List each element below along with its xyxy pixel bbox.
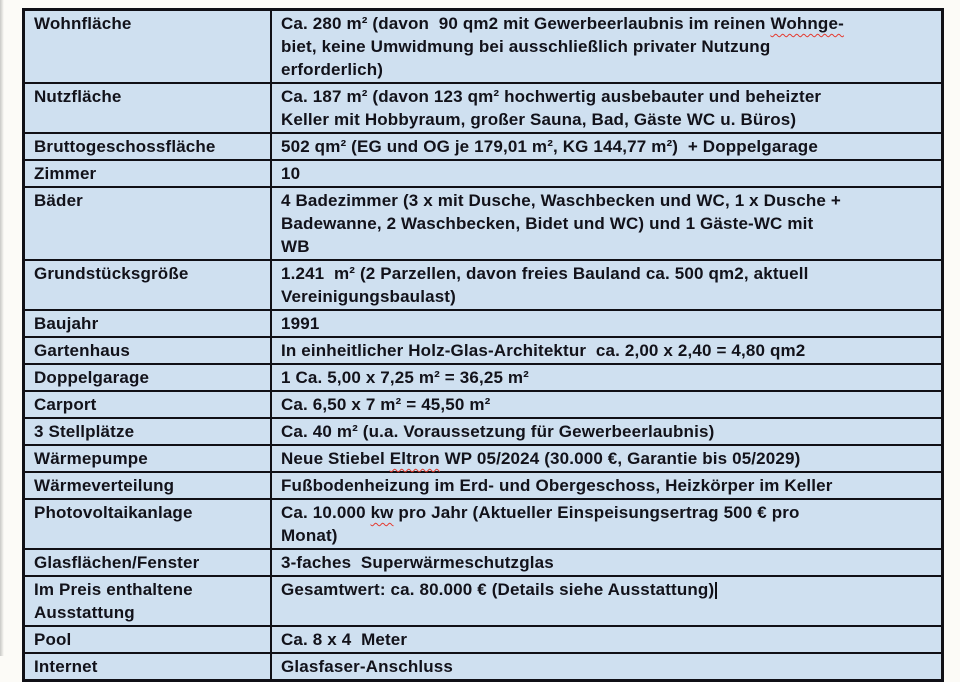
row-value[interactable]: 10 bbox=[271, 160, 943, 187]
row-value[interactable]: 3-faches Superwärmeschutzglas bbox=[271, 549, 943, 576]
row-value[interactable]: Ca. 187 m² (davon 123 qm² hochwertig ausbebauter und beheizter Keller mit Hobbyraum, großer Sauna, Bad, Gäste WC u. Büros) bbox=[271, 83, 943, 133]
row-value[interactable]: 4 Badezimmer (3 x mit Dusche, Waschbecken und WC, 1 x Dusche + Badewanne, 2 Waschbecken, Bidet und WC) und 1 Gäste-WC mit WB bbox=[271, 187, 943, 260]
table-row bbox=[24, 626, 943, 653]
row-label[interactable]: Zimmer bbox=[24, 160, 272, 187]
row-label[interactable]: Glasflächen/Fenster bbox=[24, 549, 272, 576]
table-row bbox=[24, 445, 943, 472]
table-row bbox=[24, 653, 943, 681]
table-row bbox=[24, 160, 943, 187]
table-row bbox=[24, 364, 943, 391]
row-value[interactable]: Neue Stiebel Eltron WP 05/2024 (30.000 €, Garantie bis 05/2029) bbox=[271, 445, 943, 472]
row-value[interactable]: Ca. 280 m² (davon 90 qm2 mit Gewerbeerlaubnis im reinen Wohnge- biet, keine Umwidmung bei ausschließlich privater Nutzung erforderlich) bbox=[271, 10, 943, 84]
row-label[interactable]: Pool bbox=[24, 626, 272, 653]
table-row bbox=[24, 472, 943, 499]
row-label[interactable]: Wärmeverteilung bbox=[24, 472, 272, 499]
row-value[interactable]: 1991 bbox=[271, 310, 943, 337]
row-label[interactable]: Gartenhaus bbox=[24, 337, 272, 364]
row-label[interactable]: Wohnfläche bbox=[24, 10, 272, 84]
table-body bbox=[24, 10, 943, 681]
row-value[interactable]: 1.241 m² (2 Parzellen, davon freies Bauland ca. 500 qm2, aktuell Vereinigungsbaulast) bbox=[271, 260, 943, 310]
row-label[interactable]: Carport bbox=[24, 391, 272, 418]
table-row bbox=[24, 310, 943, 337]
table-row bbox=[24, 133, 943, 160]
row-value[interactable]: Gesamtwert: ca. 80.000 € (Details siehe Ausstattung) bbox=[271, 576, 943, 626]
row-label[interactable]: Internet bbox=[24, 653, 272, 681]
property-details-table bbox=[22, 8, 944, 682]
table-row bbox=[24, 499, 943, 549]
row-label[interactable]: Grundstücksgröße bbox=[24, 260, 272, 310]
row-label[interactable]: Nutzfläche bbox=[24, 83, 272, 133]
row-value[interactable]: Ca. 10.000 kw pro Jahr (Aktueller Einspeisungsertrag 500 € pro Monat) bbox=[271, 499, 943, 549]
row-value[interactable]: Ca. 40 m² (u.a. Voraussetzung für Gewerbeerlaubnis) bbox=[271, 418, 943, 445]
table-row bbox=[24, 549, 943, 576]
table-row bbox=[24, 418, 943, 445]
row-label[interactable]: Baujahr bbox=[24, 310, 272, 337]
row-value[interactable]: 502 qm² (EG und OG je 179,01 m², KG 144,77 m²) + Doppelgarage bbox=[271, 133, 943, 160]
table-row bbox=[24, 576, 943, 626]
table-row bbox=[24, 391, 943, 418]
table-row bbox=[24, 10, 943, 84]
row-label[interactable]: 3 Stellplätze bbox=[24, 418, 272, 445]
row-label[interactable]: Wärmepumpe bbox=[24, 445, 272, 472]
row-value[interactable]: Fußbodenheizung im Erd- und Obergeschoss, Heizkörper im Keller bbox=[271, 472, 943, 499]
row-value[interactable]: Ca. 6,50 x 7 m² = 45,50 m² bbox=[271, 391, 943, 418]
table-row bbox=[24, 83, 943, 133]
table-row bbox=[24, 260, 943, 310]
row-label[interactable]: Im Preis enthaltene Ausstattung bbox=[24, 576, 272, 626]
row-value[interactable]: Ca. 8 x 4 Meter bbox=[271, 626, 943, 653]
row-value[interactable]: Glasfaser-Anschluss bbox=[271, 653, 943, 681]
row-label[interactable]: Bäder bbox=[24, 187, 272, 260]
table-row bbox=[24, 187, 943, 260]
table-row bbox=[24, 337, 943, 364]
row-label[interactable]: Photovoltaikanlage bbox=[24, 499, 272, 549]
row-label[interactable]: Bruttogeschossfläche bbox=[24, 133, 272, 160]
row-label[interactable]: Doppelgarage bbox=[24, 364, 272, 391]
text-cursor bbox=[715, 582, 717, 599]
row-value[interactable]: In einheitlicher Holz-Glas-Architektur ca. 2,00 x 2,40 = 4,80 qm2 bbox=[271, 337, 943, 364]
row-value[interactable]: 1 Ca. 5,00 x 7,25 m² = 36,25 m² bbox=[271, 364, 943, 391]
